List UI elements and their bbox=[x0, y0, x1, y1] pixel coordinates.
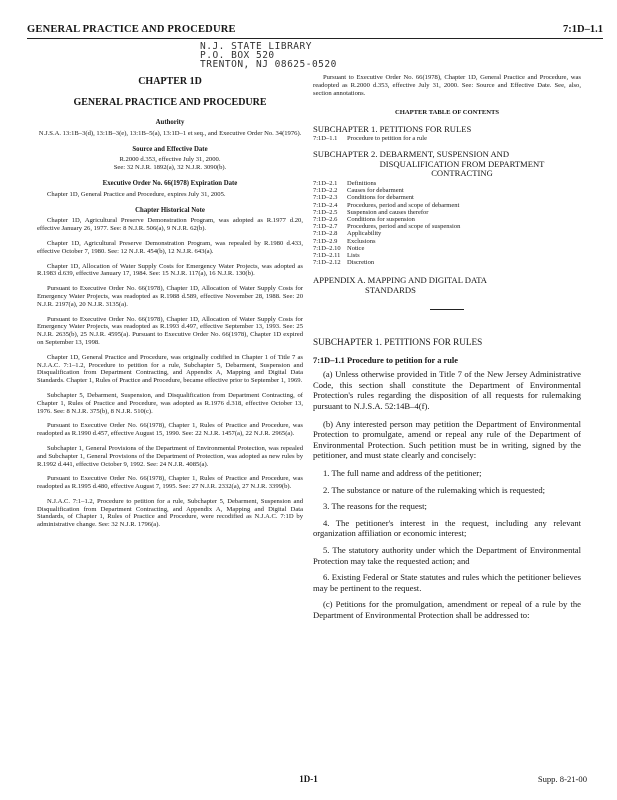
toc-entry-number: 7:1D–2.2 bbox=[313, 187, 338, 195]
source-heading: Source and Effective Date bbox=[132, 145, 208, 153]
historical-note-paragraph: Subchapter 1, General Provisions of the Department of Environmental Protection, was repealed and Subchapter 1, General Provisions of the Department of Protection, was adopted as new rules by R.1992 d.441, effective October 9, 1992. See: 24 N.J.R. 4085(a). bbox=[37, 444, 303, 468]
header-rule bbox=[27, 38, 603, 39]
authority-heading: Authority bbox=[155, 119, 185, 126]
expiration-text: Chapter 1D, General Practice and Procedure, expires July 31, 2005. bbox=[47, 190, 226, 198]
toc-entry-number: 7:1D–2.3 bbox=[313, 194, 338, 202]
toc-entry-number: 7:1D–1.1 bbox=[313, 135, 338, 143]
toc-entry-title: Procedure to petition for a rule bbox=[347, 135, 427, 143]
historical-note-paragraph: Chapter 1D, Allocation of Water Supply Costs for Emergency Water Projects, was adopted as R.1983 d.639, effective January 17, 1984. See: 15 N.J.R. 117(a), 16 N.J.R. 130(b). bbox=[37, 262, 303, 278]
toc-entry bbox=[313, 135, 581, 142]
toc-entry bbox=[313, 209, 581, 216]
toc-entry-number: 7:1D–2.5 bbox=[313, 208, 338, 216]
list-item: 4. The petitioner's interest in the request, including any relevant organization affiliation or economic interest; bbox=[313, 517, 581, 539]
toc-heading: CHAPTER TABLE OF CONTENTS bbox=[394, 109, 500, 117]
toc-entry bbox=[313, 245, 581, 252]
toc-entry-number: 7:1D–2.4 bbox=[313, 201, 338, 209]
paragraph-b: (b) Any interested person may petition the Department of Environmental Protection to promulgate, amend or repeal any rule of the Department of Environmental Protection. Such petition must be in writing, signed by the petitioner, and must state clearly and concisely: bbox=[313, 418, 581, 461]
toc-entry-title: Causes for debarment bbox=[347, 187, 404, 195]
toc-entry-number: 7:1D–2.8 bbox=[313, 230, 338, 238]
toc-appendix-a bbox=[313, 276, 581, 294]
rule-text bbox=[313, 337, 581, 621]
toc-entry-number: 7:1D–2.11 bbox=[313, 252, 341, 260]
chapter-number: CHAPTER 1D bbox=[138, 76, 202, 87]
paragraph-a: (a) Unless otherwise provided in Title 7 of the New Jersey Administrative Code, this section shall constitute the Department of Environmental Protection's rules regarding the disposition of all requests for rulemaking pursuant to N.J.S.A. 52:14B–4(f). bbox=[313, 369, 581, 412]
toc-entry bbox=[313, 252, 581, 259]
page-number: 1D-1 bbox=[299, 774, 318, 784]
historical-note-paragraph: Subchapter 5, Debarment, Suspension, and Disqualification from Department Contracting, of Chapter 1, Rules of Practice and Procedure, was adopted as R.1976 d.318, effective October 13, 1976. See: 8 N.J.R. 375(b), 8 N.J.R. 510(c). bbox=[37, 391, 303, 415]
toc-entry-title: Definitions bbox=[347, 180, 377, 187]
list-item: 1. The full name and address of the petitioner; bbox=[323, 467, 482, 478]
list-item: 2. The substance or nature of the rulemaking which is requested; bbox=[323, 484, 546, 495]
historical-note-paragraph: Pursuant to Executive Order No. 66(1978), Chapter 1, Rules of Practice and Procedure, was readopted as R.1995 d.480, effective August 7, 1995. See: 27 N.J.R. 2332(a), 27 N.J.R. 3399(b). bbox=[37, 475, 303, 491]
toc-entry-number: 7:1D–2.1 bbox=[313, 180, 338, 187]
toc-entry bbox=[313, 259, 581, 266]
library-stamp bbox=[200, 42, 337, 69]
expiration-heading: Executive Order No. 66(1978) Expiration Date bbox=[102, 179, 238, 187]
toc-entry-title: Suspension and causes therefor bbox=[347, 208, 429, 216]
historical-note-paragraph: Pursuant to Executive Order No. 66(1978), Chapter 1D, Allocation of Water Supply Costs for Emergency Water Projects, was readopted as R.1993 d.497, effective September 13, 1993. See: 25 N.J.R. 2635(b), 25 N.J.R. 4595(a). Pursuant to Executive Order No. 66(1978), Chapter 1D expired on September 13, 1998. bbox=[37, 315, 303, 346]
toc-entry-title: Applicability bbox=[347, 230, 382, 238]
toc-entry bbox=[313, 187, 581, 194]
toc-entry bbox=[313, 194, 581, 201]
toc-entry-number: 7:1D–2.10 bbox=[313, 244, 341, 252]
toc-entry-title: Discretion bbox=[347, 259, 375, 267]
source-text-1: R.2000 d.353, effective July 31, 2000. bbox=[119, 156, 221, 164]
toc-subchapter-2-line-1: SUBCHAPTER 2. DEBARMENT, SUSPENSION AND bbox=[313, 149, 510, 160]
left-column bbox=[37, 72, 303, 536]
section-heading: 7:1D–1.1 Procedure to petition for a rule bbox=[313, 355, 458, 365]
subchapter-1-heading: SUBCHAPTER 1. PETITIONS FOR RULES bbox=[313, 336, 483, 347]
toc-appendix-line-1: APPENDIX A. MAPPING AND DIGITAL DATA bbox=[313, 275, 487, 286]
stamp-line-2: P.O. BOX 520 bbox=[200, 50, 275, 61]
stamp-line-3: TRENTON, NJ 08625-0520 bbox=[200, 59, 337, 70]
authority-text: N.J.S.A. 13:1B–3(d), 13:1B–3(e), 13:1B–5(a), 13:1D–1 et seq., and Executive Order No. 34(1976). bbox=[38, 129, 302, 137]
toc-subchapter-2-line-2: DISQUALIFICATION FROM DEPARTMENT bbox=[379, 158, 545, 169]
toc-entry-title: Exclusions bbox=[347, 237, 376, 245]
source-text-2: See: 32 N.J.R. 1892(a), 32 N.J.R. 3090(b). bbox=[113, 164, 227, 172]
toc-entry bbox=[313, 238, 581, 245]
toc-entry bbox=[313, 202, 581, 209]
running-header bbox=[27, 24, 603, 38]
toc-subchapter-2-line-3: CONTRACTING bbox=[431, 167, 493, 178]
toc-entry-title: Lists bbox=[347, 252, 360, 260]
toc-entry-number: 7:1D–2.7 bbox=[313, 223, 338, 231]
historical-note-paragraph: Chapter 1D, Agricultural Preserve Demonstration Program, was adopted as R.1977 d.20, effective January 26, 1977. See: 8 N.J.R. 506(a), 9 N.J.R. 62(b). bbox=[37, 217, 303, 233]
toc-entry-title: Procedures, period and scope of suspension bbox=[347, 223, 461, 231]
section-divider bbox=[313, 305, 581, 313]
toc-entry-title: Procedures, period and scope of debarment bbox=[347, 201, 460, 209]
toc-subchapter-1: SUBCHAPTER 1. PETITIONS FOR RULES bbox=[313, 124, 472, 135]
toc-entry-number: 7:1D–2.9 bbox=[313, 237, 338, 245]
paragraph-c: (c) Petitions for the promulgation, amendment or repeal of a rule by the Department of Environmental Protection shall be addressed to: bbox=[313, 599, 581, 620]
historical-note-paragraph: Chapter 1D, Agricultural Preserve Demonstration Program, was repealed by R.1980 d.433, effective October 7, 1980. See: 12 N.J.R. 454(b), 12 N.J.R. 643(a). bbox=[37, 239, 303, 255]
historical-note-heading: Chapter Historical Note bbox=[135, 206, 205, 214]
header-title: GENERAL PRACTICE AND PROCEDURE bbox=[27, 24, 236, 35]
toc-entry-number: 7:1D–2.6 bbox=[313, 216, 338, 224]
toc-entry-title: Notice bbox=[347, 244, 365, 252]
toc-entry bbox=[313, 180, 581, 187]
chapter-title: GENERAL PRACTICE AND PROCEDURE bbox=[73, 97, 267, 108]
toc-entry-title: Conditions for debarment bbox=[347, 194, 414, 202]
stamp-line-1: N.J. STATE LIBRARY bbox=[200, 41, 312, 52]
toc-entry-title: Conditions for suspension bbox=[347, 216, 415, 224]
supplement-date: Supp. 8-21-00 bbox=[537, 774, 587, 784]
historical-note-paragraph: Pursuant to Executive Order No. 66(1978), Chapter 1, Rules of Practice and Procedure, was readopted as R.1990 d.457, effective August 15, 1990. See: 22 N.J.R. 1457(a), 22 N.J.R. 2965(a). bbox=[37, 422, 303, 438]
toc-subchapter-2-entries bbox=[313, 180, 581, 266]
toc-entry bbox=[313, 223, 581, 230]
right-column bbox=[313, 74, 581, 628]
historical-note-paragraph: N.J.A.C. 7:1–1.2, Procedure to petition for a rule, Subchapter 5, Debarment, Suspension and Disqualification from Department Contracting, and Appendix A, Mapping and Digital Data Standards, of Chapter 1, Rules of Practice and Procedure, were recodified as N.J.A.C. 7:1D by administrative change. See: 32 N.J.R. 1796(a). bbox=[37, 497, 303, 529]
historical-note-paragraph: Chapter 1D, General Practice and Procedure, was originally codified in Chapter 1 of Title 7 as N.J.A.C. 7:1–1.2, Procedure to petition for a rule, Subchapter 5, Debarment, Suspension and Disqualification from Department Contracting, and Appendix A, Mapping and Digital Data Standards. Chapter 1, Rules of Practice and Procedure, became effective prior to September 1, 1969. bbox=[37, 353, 303, 385]
toc-subchapter-2 bbox=[313, 150, 581, 178]
header-section-number: 7:1D–1.1 bbox=[563, 24, 603, 35]
readoption-note: Pursuant to Executive Order No. 66(1978), Chapter 1D, General Practice and Procedure, was readopted as R.2000 d.353, effective July 31, 2000. See: Source and Effective Date. See, also, section annotations. bbox=[313, 74, 581, 97]
toc-entry bbox=[313, 230, 581, 237]
list-item: 6. Existing Federal or State statutes and rules which the petitioner believes may be pertinent to the request. bbox=[313, 572, 581, 593]
toc-entry bbox=[313, 216, 581, 223]
toc-appendix-line-2: STANDARDS bbox=[365, 284, 416, 295]
list-item: 3. The reasons for the request; bbox=[323, 501, 427, 512]
list-item: 5. The statutory authority under which the Department of Environmental Protection may take the requested action; and bbox=[313, 544, 581, 566]
toc-entry-number: 7:1D–2.12 bbox=[313, 259, 341, 267]
historical-note-paragraph: Pursuant to Executive Order No. 66(1978), Chapter 1D, Allocation of Water Supply Costs for Emergency Water Projects, was readopted as R.1988 d.589, effective November 28, 1988. See: 20 N.J.R. 2197(a), 20 N.J.R. 3135(a). bbox=[37, 285, 303, 308]
